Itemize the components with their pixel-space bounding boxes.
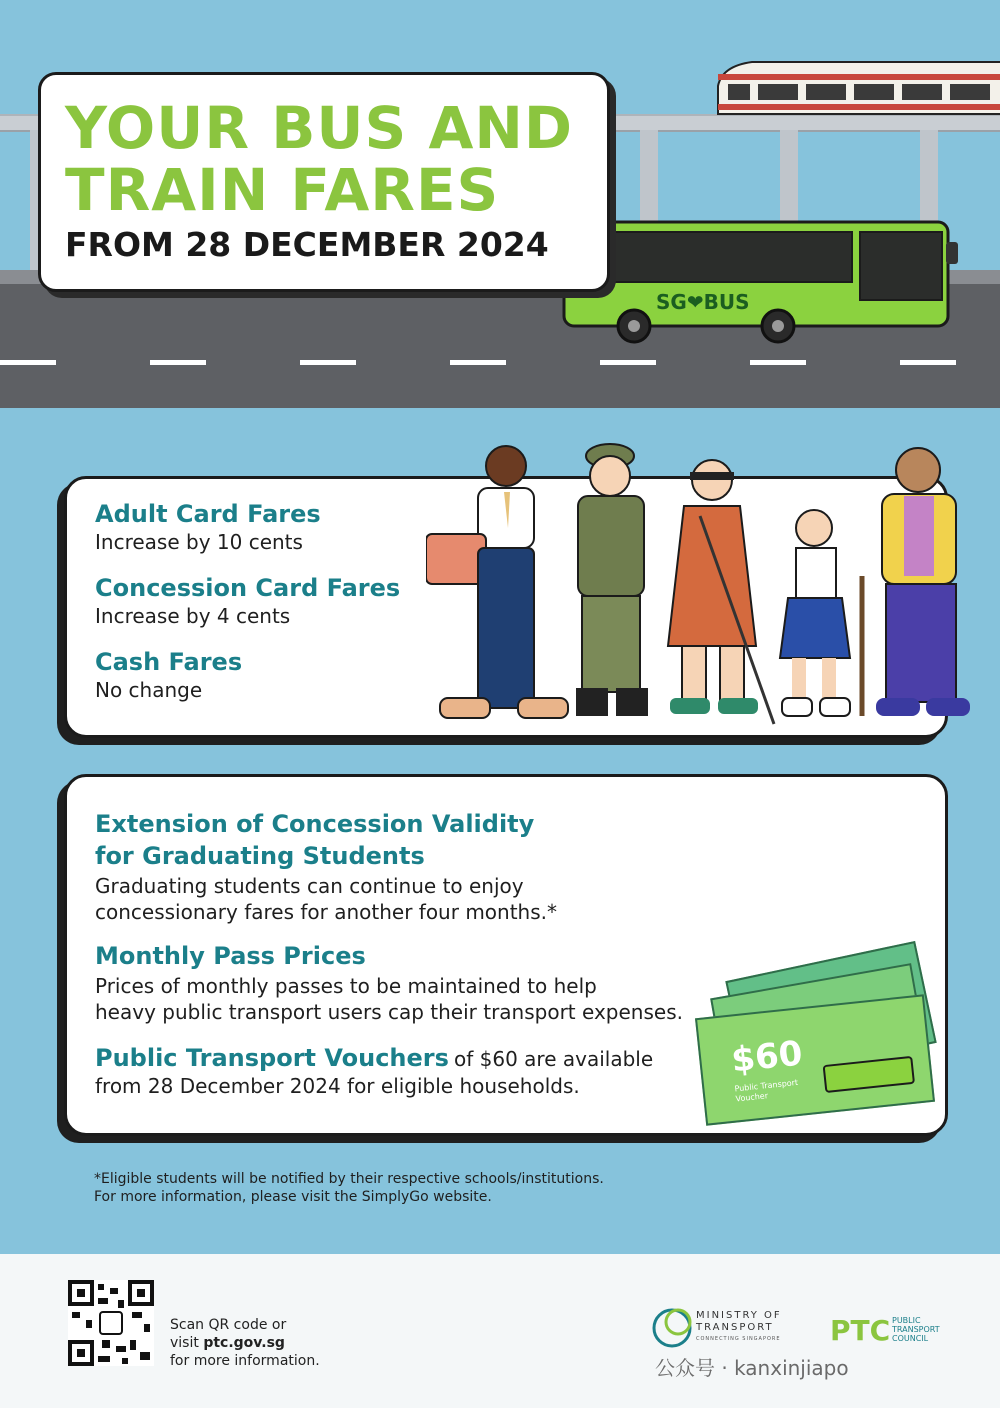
footnote-line1: *Eligible students will be notified by their respective schools/institutions. [94,1171,604,1187]
monthly-pass-text-line1: Prices of monthly passes to be maintained to help [95,974,597,998]
mot-line1: MINISTRY OF [696,1310,782,1321]
lane-marking [450,360,506,365]
watermark: 公众号 · kanxinjiapo [655,1356,849,1380]
extension-text-line1: Graduating students can continue to enjoy [95,874,524,898]
qr-code-icon[interactable] [68,1280,154,1366]
lane-marking [750,360,806,365]
concession-fares-text: Increase by 4 cents [95,604,291,628]
ptc-abbr: PTC [830,1314,891,1347]
lane-marking [0,360,56,365]
adult-fares-text: Increase by 10 cents [95,530,303,554]
extension-heading-line2: for Graduating Students [95,842,425,870]
scan-line1: Scan QR code or [170,1317,287,1333]
monthly-pass-text-line2: heavy public transport users cap their transport expenses. [95,1000,683,1024]
vouchers-inline-text: of $60 are available [454,1047,654,1071]
title-card [38,72,610,292]
lane-marking [900,360,956,365]
mot-line3: CONNECTING SINGAPORE [696,1336,781,1342]
cash-fares-heading: Cash Fares [95,648,243,676]
monthly-pass-heading: Monthly Pass Prices [95,942,366,970]
vouchers-line1 [95,1043,653,1073]
lane-marking [300,360,356,365]
train-illustration [712,56,1000,122]
voucher-label-line2: Voucher [735,1091,769,1104]
lane-marking [150,360,206,365]
scan-line2-prefix: visit [170,1335,204,1351]
footer [0,1254,1000,1408]
bus-logo: SG❤BUS [656,290,750,314]
ptc-line2: TRANSPORT [892,1325,940,1334]
voucher-graphic [694,960,934,1120]
mot-emblem-icon [648,1304,696,1352]
hero-banner [0,0,1000,408]
scan-line3: for more information. [170,1353,320,1369]
cash-fares-text: No change [95,678,203,702]
page-title-line2: TRAIN FARES [65,156,500,224]
page-subtitle: FROM 28 DECEMBER 2024 [65,225,549,264]
voucher-bus-icon [823,1056,915,1093]
extension-heading-line1: Extension of Concession Validity [95,810,535,838]
footnote-line2: For more information, please visit the SimplyGo website. [94,1189,492,1205]
scan-line2 [170,1334,320,1352]
vouchers-text-line2: from 28 December 2024 for eligible households. [95,1074,580,1098]
mot-line2: TRANSPORT [696,1322,774,1333]
page-title-line1: YOUR BUS AND [65,94,574,162]
lane-marking [600,360,656,365]
ptc-website-link[interactable]: ptc.gov.sg [203,1335,285,1351]
ptc-line1: PUBLIC [892,1316,921,1325]
adult-fares-heading: Adult Card Fares [95,500,321,528]
scan-instructions [170,1316,320,1370]
voucher-ticket-front [695,994,935,1125]
voucher-label-line1: Public Transport [734,1077,799,1094]
extension-text-line2: concessionary fares for another four months.* [95,900,558,924]
ptc-line3: COUNCIL [892,1334,929,1343]
vouchers-heading: Public Transport Vouchers [95,1044,449,1072]
voucher-amount: $60 [729,1033,805,1081]
commuters-illustration [426,436,986,732]
bus-illustration [560,214,960,344]
concession-fares-heading: Concession Card Fares [95,574,401,602]
